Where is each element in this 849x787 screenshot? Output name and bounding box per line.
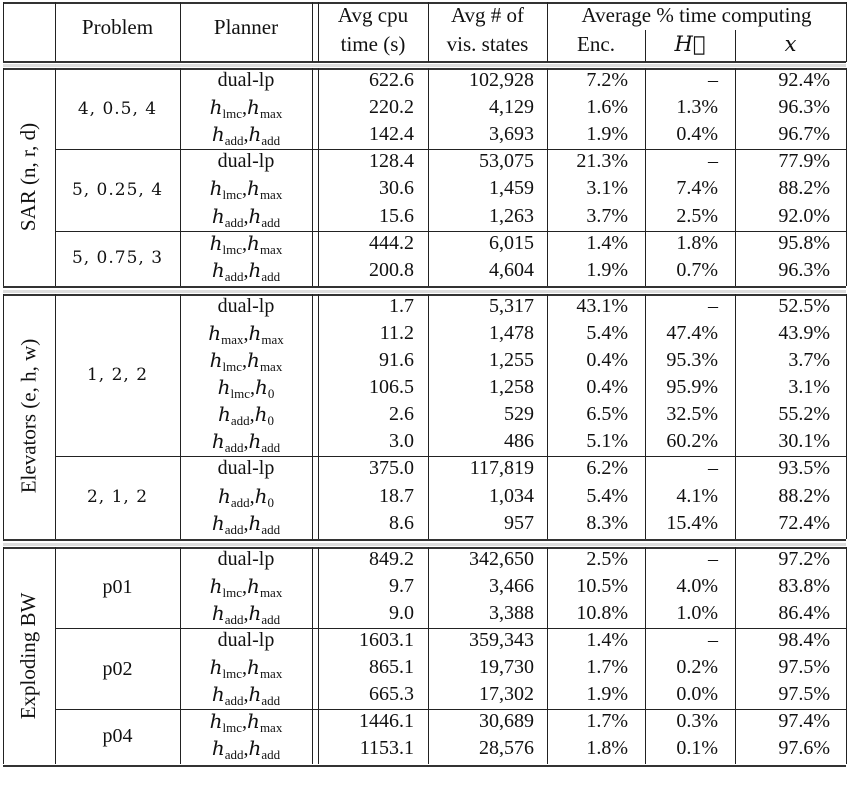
planner-cell: $h_{add},h_{add}$: [211, 510, 281, 537]
planner-cell: $h_{add},h_{add}$: [211, 682, 281, 709]
visited-states-cell: 957: [504, 511, 534, 534]
column-rule: [180, 547, 181, 765]
enc-pct-cell: 10.8%: [576, 601, 628, 624]
cpu-time-cell: 3.0: [389, 430, 414, 453]
planner-cell: $h_{lmc},h_0$: [217, 375, 275, 402]
h-pct-cell: 0.7%: [676, 258, 718, 281]
column-rule: [735, 294, 736, 539]
visited-states-cell: 3,388: [489, 601, 534, 624]
x-pct-cell: 30.1%: [778, 430, 830, 453]
enc-pct-cell: 0.4%: [586, 349, 628, 371]
column-rule: [846, 294, 847, 539]
planner-cell: $h_{add},h_{add}$: [211, 257, 281, 284]
h-pct-cell: –: [708, 457, 718, 480]
x-pct-cell: 72.4%: [778, 511, 830, 534]
column-rule: [428, 547, 429, 765]
visited-states-cell: 5,317: [489, 294, 534, 317]
enc-pct-cell: 8.3%: [586, 511, 628, 534]
planner-cell: $h_{add},h_0$: [217, 483, 275, 510]
visited-states-cell: 359,343: [469, 629, 534, 651]
cpu-time-cell: 1446.1: [359, 710, 414, 733]
visited-states-cell: 53,075: [479, 150, 534, 173]
row-rule: [3, 61, 846, 63]
column-rule: [3, 547, 4, 765]
h-pct-cell: 32.5%: [666, 403, 718, 426]
h-pct-cell: 4.1%: [676, 484, 718, 507]
visited-states-cell: 4,129: [489, 96, 534, 119]
planner-cell: $h_{add},h_{add}$: [211, 600, 281, 627]
problem-name: 2, 1, 2: [86, 487, 149, 508]
cpu-time-cell: 200.8: [369, 258, 414, 281]
enc-pct-cell: 1.6%: [586, 96, 628, 119]
cpu-time-cell: 142.4: [369, 123, 414, 146]
visited-states-cell: 529: [504, 403, 534, 426]
cpu-time-cell: 9.7: [389, 574, 414, 597]
planner-cell: dual-lp: [217, 150, 275, 173]
column-rule: [180, 294, 181, 539]
cpu-time-cell: 15.6: [379, 204, 414, 227]
cpu-time-cell: 30.6: [379, 177, 414, 200]
column-rule: [55, 68, 56, 286]
group-label: SAR (n, r, d): [16, 122, 41, 232]
header-states-2: vis. states: [446, 32, 529, 56]
h-pct-cell: 15.4%: [666, 511, 718, 534]
h-pct-cell: 2.5%: [676, 204, 718, 227]
h-pct-cell: 1.8%: [676, 231, 718, 254]
x-pct-cell: 97.6%: [778, 737, 830, 760]
x-pct-cell: 97.2%: [778, 547, 830, 570]
x-pct-cell: 93.5%: [778, 457, 830, 480]
cpu-time-cell: 9.0: [389, 601, 414, 624]
enc-pct-cell: 3.7%: [586, 204, 628, 227]
enc-pct-cell: 0.4%: [586, 376, 628, 399]
h-pct-cell: 60.2%: [666, 430, 718, 453]
column-rule: [3, 2, 4, 62]
cpu-time-cell: 220.2: [369, 96, 414, 119]
problem-name: p04: [102, 725, 133, 748]
h-pct-cell: 0.0%: [676, 683, 718, 706]
row-rule: [3, 286, 846, 288]
visited-states-cell: 17,302: [479, 683, 534, 706]
cpu-time-cell: 106.5: [369, 376, 414, 399]
x-pct-cell: 92.0%: [778, 204, 830, 227]
visited-states-cell: 19,730: [479, 656, 534, 679]
planner-cell: $h_{lmc},h_{max}$: [209, 709, 283, 736]
h-pct-cell: –: [708, 629, 718, 651]
enc-pct-cell: 7.2%: [586, 69, 628, 91]
h-pct-cell: 95.3%: [666, 349, 718, 371]
x-pct-cell: 97.5%: [778, 656, 830, 679]
column-rule: [312, 2, 313, 62]
x-pct-cell: 96.3%: [778, 96, 830, 119]
x-pct-cell: 97.5%: [778, 683, 830, 706]
problem-name: 1, 2, 2: [86, 365, 149, 386]
cpu-time-cell: 1603.1: [359, 629, 414, 651]
h-pct-cell: –: [708, 294, 718, 317]
column-rule: [735, 547, 736, 765]
x-pct-cell: 88.2%: [778, 177, 830, 200]
group-separator: [3, 543, 846, 546]
h-pct-cell: –: [708, 547, 718, 570]
column-rule: [55, 294, 56, 539]
visited-states-cell: 1,258: [489, 376, 534, 399]
planner-cell: $h_{lmc},h_{max}$: [209, 176, 283, 203]
x-pct-cell: 3.7%: [788, 349, 830, 371]
row-rule: [3, 547, 846, 549]
column-rule: [55, 2, 56, 62]
h-pct-cell: 1.3%: [676, 96, 718, 119]
visited-states-cell: 117,819: [469, 457, 534, 480]
column-rule: [547, 68, 548, 286]
x-pct-cell: 83.8%: [778, 574, 830, 597]
header-cpu-2: time (s): [340, 32, 406, 56]
visited-states-cell: 1,034: [489, 484, 534, 507]
column-rule: [735, 68, 736, 286]
h-pct-cell: –: [708, 69, 718, 91]
column-rule: [312, 68, 313, 286]
visited-states-cell: 4,604: [489, 258, 534, 281]
column-rule: [180, 2, 181, 62]
h-pct-cell: 0.2%: [676, 656, 718, 679]
cpu-time-cell: 375.0: [369, 457, 414, 480]
planner-cell: dual-lp: [217, 457, 275, 480]
column-rule: [55, 547, 56, 765]
column-rule: [735, 30, 736, 62]
visited-states-cell: 30,689: [479, 710, 534, 733]
enc-pct-cell: 1.9%: [586, 683, 628, 706]
header-problem: Problem: [81, 15, 154, 39]
problem-name: p01: [102, 576, 133, 599]
enc-pct-cell: 2.5%: [586, 547, 628, 570]
x-pct-cell: 98.4%: [778, 629, 830, 651]
column-rule: [846, 547, 847, 765]
h-pct-cell: 0.3%: [676, 710, 718, 733]
h-pct-cell: 0.1%: [676, 737, 718, 760]
visited-states-cell: 3,466: [489, 574, 534, 597]
h-pct-cell: 1.0%: [676, 601, 718, 624]
problem-name: 4, 0.5, 4: [77, 98, 158, 119]
problem-name: p02: [102, 657, 133, 680]
header-states-1: Avg # of: [450, 3, 525, 27]
x-pct-cell: 88.2%: [778, 484, 830, 507]
x-pct-cell: 92.4%: [778, 69, 830, 91]
column-rule: [318, 294, 319, 539]
visited-states-cell: 102,928: [469, 69, 534, 91]
column-rule: [428, 2, 429, 62]
group-label: Exploding BW: [16, 592, 41, 719]
planner-cell: $h_{lmc},h_{max}$: [209, 655, 283, 682]
h-pct-cell: 47.4%: [666, 321, 718, 344]
planner-cell: $h_{add},h_{add}$: [211, 203, 281, 230]
column-rule: [318, 547, 319, 765]
column-rule: [846, 68, 847, 286]
group-label: Elevators (e, h, w): [16, 338, 41, 494]
x-pct-cell: 3.1%: [788, 376, 830, 399]
planner-cell: $h_{add},h_0$: [217, 402, 275, 429]
group-separator: [3, 290, 846, 293]
column-rule: [318, 68, 319, 286]
cpu-time-cell: 622.6: [369, 69, 414, 91]
enc-pct-cell: 5.4%: [586, 321, 628, 344]
header-avg-pct: Average % time computing: [581, 3, 812, 27]
column-rule: [645, 68, 646, 286]
column-rule: [846, 2, 847, 62]
planner-cell: dual-lp: [217, 69, 275, 91]
enc-pct-cell: 1.7%: [586, 656, 628, 679]
cpu-time-cell: 11.2: [379, 321, 414, 344]
enc-pct-cell: 1.4%: [586, 231, 628, 254]
cpu-time-cell: 1.7: [389, 294, 414, 317]
planner-cell: $h_{lmc},h_{max}$: [209, 95, 283, 122]
cpu-time-cell: 128.4: [369, 150, 414, 173]
column-rule: [180, 68, 181, 286]
enc-pct-cell: 5.1%: [586, 430, 628, 453]
cpu-time-cell: 665.3: [369, 683, 414, 706]
enc-pct-cell: 6.5%: [586, 403, 628, 426]
cpu-time-cell: 865.1: [369, 656, 414, 679]
visited-states-cell: 1,478: [489, 321, 534, 344]
planner-cell: $h_{lmc},h_{max}$: [209, 573, 283, 600]
enc-pct-cell: 43.1%: [576, 294, 628, 317]
x-pct-cell: 97.4%: [778, 710, 830, 733]
h-pct-cell: 7.4%: [676, 177, 718, 200]
header-enc: Enc.: [577, 32, 615, 56]
row-rule: [3, 539, 846, 541]
column-rule: [428, 294, 429, 539]
enc-pct-cell: 1.4%: [586, 629, 628, 651]
planner-cell: $h_{max},h_{max}$: [208, 320, 284, 347]
column-rule: [318, 2, 319, 62]
column-rule: [3, 68, 4, 286]
enc-pct-cell: 21.3%: [576, 150, 628, 173]
visited-states-cell: 1,263: [489, 204, 534, 227]
planner-cell: $h_{add},h_{add}$: [211, 736, 281, 763]
column-rule: [547, 547, 548, 765]
x-pct-cell: 43.9%: [778, 321, 830, 344]
h-pct-cell: 0.4%: [676, 123, 718, 146]
header-planner: Planner: [213, 15, 279, 39]
planner-cell: $h_{lmc},h_{max}$: [209, 230, 283, 257]
visited-states-cell: 1,255: [489, 349, 534, 371]
column-rule: [547, 2, 548, 62]
cpu-time-cell: 444.2: [369, 231, 414, 254]
column-rule: [312, 547, 313, 765]
column-rule: [3, 294, 4, 539]
row-rule: [3, 765, 846, 767]
planner-cell: $h_{lmc},h_{max}$: [209, 348, 283, 374]
enc-pct-cell: 5.4%: [586, 484, 628, 507]
planner-cell: dual-lp: [217, 547, 275, 570]
x-pct-cell: 55.2%: [778, 403, 830, 426]
enc-pct-cell: 1.7%: [586, 710, 628, 733]
visited-states-cell: 486: [504, 430, 534, 453]
x-pct-cell: 86.4%: [778, 601, 830, 624]
enc-pct-cell: 1.9%: [586, 123, 628, 146]
cpu-time-cell: 91.6: [379, 349, 414, 371]
cpu-time-cell: 849.2: [369, 547, 414, 570]
header-h-vector: H⃗: [674, 32, 706, 56]
header-cpu-1: Avg cpu: [337, 3, 409, 27]
column-rule: [645, 547, 646, 765]
x-pct-cell: 77.9%: [778, 150, 830, 173]
problem-name: 5, 0.25, 4: [71, 179, 164, 200]
cpu-time-cell: 1153.1: [359, 737, 414, 760]
planner-cell: $h_{add},h_{add}$: [211, 429, 281, 456]
header-x: x: [784, 32, 797, 56]
visited-states-cell: 342,650: [469, 547, 534, 570]
visited-states-cell: 1,459: [489, 177, 534, 200]
row-rule: [3, 294, 846, 296]
visited-states-cell: 3,693: [489, 123, 534, 146]
planner-cell: $h_{add},h_{add}$: [211, 122, 281, 149]
h-pct-cell: 4.0%: [676, 574, 718, 597]
x-pct-cell: 52.5%: [778, 294, 830, 317]
column-rule: [547, 294, 548, 539]
cpu-time-cell: 18.7: [379, 484, 414, 507]
group-separator: [3, 64, 846, 67]
column-rule: [428, 68, 429, 286]
enc-pct-cell: 3.1%: [586, 177, 628, 200]
enc-pct-cell: 10.5%: [576, 574, 628, 597]
planner-cell: dual-lp: [217, 629, 275, 651]
enc-pct-cell: 6.2%: [586, 457, 628, 480]
h-pct-cell: 95.9%: [666, 376, 718, 399]
planner-cell: dual-lp: [217, 294, 275, 317]
cpu-time-cell: 8.6: [389, 511, 414, 534]
enc-pct-cell: 1.9%: [586, 258, 628, 281]
row-rule: [3, 68, 846, 70]
visited-states-cell: 28,576: [479, 737, 534, 760]
column-rule: [645, 30, 646, 62]
cpu-time-cell: 2.6: [389, 403, 414, 426]
enc-pct-cell: 1.8%: [586, 737, 628, 760]
problem-name: 5, 0.75, 3: [71, 247, 164, 268]
column-rule: [645, 294, 646, 539]
x-pct-cell: 96.7%: [778, 123, 830, 146]
x-pct-cell: 95.8%: [778, 231, 830, 254]
x-pct-cell: 96.3%: [778, 258, 830, 281]
h-pct-cell: –: [708, 150, 718, 173]
visited-states-cell: 6,015: [489, 231, 534, 254]
column-rule: [312, 294, 313, 539]
